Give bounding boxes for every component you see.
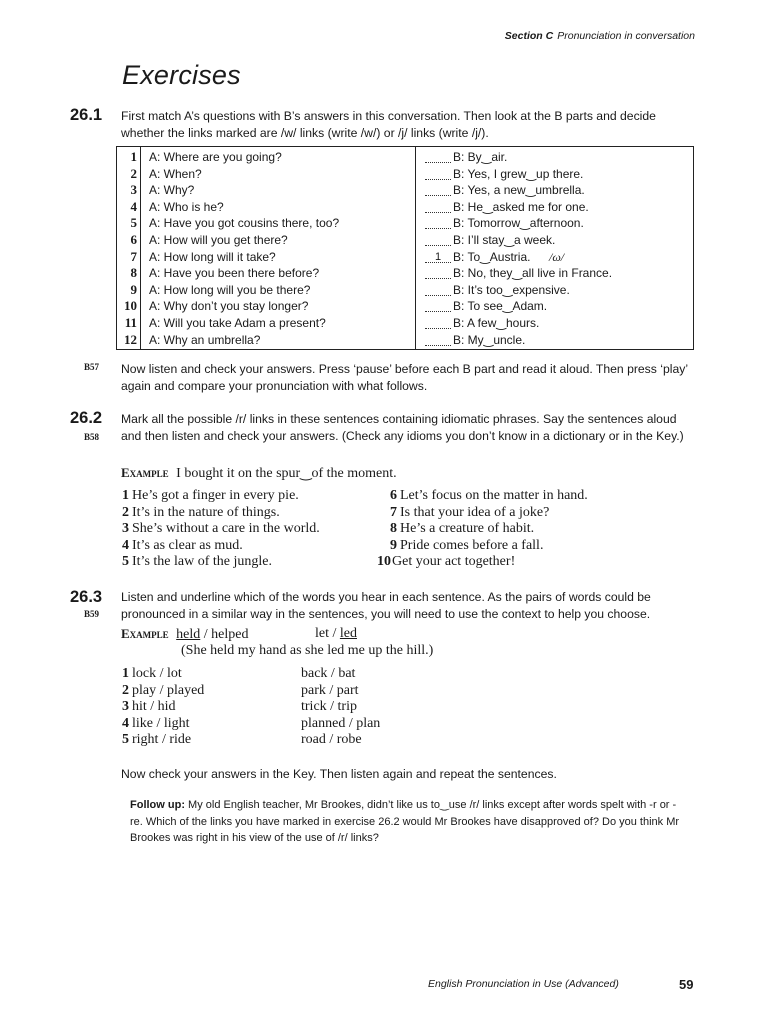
follow-up-label: Follow up: — [130, 799, 185, 811]
row-number: 11 — [124, 315, 137, 330]
follow-up-text: My old English teacher, Mr Brookes, didn’t like us to‿use /r/ links except after words spelt with -r or -re. Which of the links you have marked in exercise 26.2 would Mr Brookes have disapproved of? Do you think Mr Brookes was right in his view of the use of /r/ links? — [130, 799, 680, 844]
exercise-26-2-instructions: Mark all the possible /r/ links in these sentences containing idiomatic phrases. Say the sentences aloud and then listen and check your answers. (Check any idioms you don’t know in a dictionary or in the Key.) — [121, 412, 684, 443]
list-item — [117, 521, 320, 538]
page-title: Exercises — [122, 60, 241, 90]
item-text: It’s in the nature of things. — [132, 504, 280, 520]
table-row — [117, 266, 693, 283]
answer-b: B: No, they‿all live in France. — [453, 266, 613, 281]
list-item — [117, 554, 320, 571]
question-a: A: How long will you be there? — [149, 282, 311, 297]
example-word-helped: / helped — [200, 627, 249, 642]
example-sentence: (She held my hand as she led me up the hill.) — [181, 643, 434, 658]
exercise-26-1-listen: Now listen and check your answers. Press ‘pause’ before each B part and read it aloud. Then press ‘play’ again and compare your pronunciation with what follows. — [121, 362, 688, 393]
exercise-26-3-example-pair-2 — [315, 626, 357, 642]
item-text: It’s as clear as mud. — [132, 537, 243, 553]
row-number: 10 — [124, 298, 137, 314]
item-text: lock / lot — [132, 666, 182, 681]
running-header — [505, 30, 695, 42]
item-text: hit / hid — [132, 699, 176, 715]
answer-blank[interactable] — [425, 285, 451, 296]
example-word-held: held — [176, 627, 201, 642]
question-a: A: Why? — [149, 183, 195, 198]
list-item — [117, 683, 204, 700]
item-text: Let’s focus on the matter in hand. — [400, 488, 588, 503]
item-number: 9 — [390, 537, 397, 553]
item-text: back / bat — [301, 666, 356, 681]
answer-blank[interactable] — [425, 169, 451, 180]
answer-b: B: It’s too‿expensive. — [453, 282, 570, 297]
table-row — [117, 150, 693, 167]
exercise-26-1-instructions: First match A’s questions with B’s answers in this conversation. Then look at the B parts and decide whether the links marked are /w/ links (write /w/) or /j/ links (write /j/). — [121, 109, 656, 140]
list-item — [117, 538, 320, 555]
footer-book-title: English Pronunciation in Use (Advanced) — [428, 978, 619, 990]
item-text: park / part — [301, 682, 359, 698]
list-item — [117, 488, 320, 505]
answer-blank[interactable] — [425, 152, 451, 163]
table-row — [117, 200, 693, 217]
example-label-2: Example — [121, 626, 169, 641]
answer-b: B: A few‿hours. — [453, 316, 540, 330]
item-number: 4 — [122, 537, 129, 553]
example-word-led: led — [339, 626, 357, 641]
answer-blank[interactable] — [425, 218, 451, 229]
exercise-26-3-instructions: Listen and underline which of the words you hear in each sentence. As the pairs of words could be pronounced in a similar way in the sentences, you will need to use the context to help you choose. — [121, 590, 651, 621]
answer-b: B: My‿uncle. — [453, 332, 526, 347]
table-row — [117, 183, 693, 200]
question-a: A: How long will it take? — [149, 249, 276, 264]
answer-b: B: To‿Austria. — [453, 249, 531, 264]
item-number: 8 — [390, 521, 397, 537]
example-label: Example — [121, 465, 169, 480]
track-b58: B58 — [84, 432, 100, 442]
question-a: A: Why don’t you stay longer? — [149, 299, 309, 314]
item-number: 1 — [122, 666, 129, 681]
answer-blank[interactable] — [425, 318, 451, 329]
exercise-26-3-right-list — [301, 666, 380, 749]
row-number: 3 — [130, 182, 137, 198]
exercise-number-26-3: 26.3 — [70, 588, 103, 606]
answer-blank[interactable]: 1 — [425, 252, 451, 263]
question-a: A: Have you got cousins there, too? — [149, 216, 340, 231]
item-number: 2 — [122, 504, 129, 520]
item-text: trick / trip — [301, 699, 357, 715]
row-number: 4 — [130, 198, 137, 214]
question-a: A: Have you been there before? — [149, 266, 320, 281]
answer-blank[interactable] — [425, 301, 451, 312]
exercise-26-3-left-list — [117, 666, 204, 749]
answer-blank[interactable] — [425, 235, 451, 246]
list-item — [301, 683, 380, 700]
answer-blank[interactable] — [425, 202, 451, 213]
table-row — [117, 283, 693, 300]
item-number: 6 — [390, 488, 397, 503]
table-row — [117, 167, 693, 184]
page-number: 59 — [679, 977, 694, 992]
example-word-let: let / — [315, 626, 340, 641]
track-b57: B57 — [84, 362, 100, 372]
answer-b: B: By‿air. — [453, 150, 508, 164]
item-text: It’s the law of the jungle. — [132, 554, 272, 570]
answer-b: B: I’ll stay‿a week. — [453, 233, 556, 247]
table-row — [117, 316, 693, 333]
section-title: Pronunciation in conversation — [557, 30, 695, 42]
exercise-26-3-check: Now check your answers in the Key. Then listen again and repeat the sentences. — [121, 767, 557, 781]
exercise-number-26-1: 26.1 — [70, 106, 103, 124]
answer-b: B: Yes, a new‿umbrella. — [453, 183, 585, 198]
row-number: 2 — [130, 165, 137, 181]
table-row — [117, 333, 693, 350]
item-number: 7 — [390, 504, 397, 520]
list-item — [385, 505, 588, 522]
list-item — [385, 488, 588, 505]
list-item — [385, 521, 588, 538]
exercise-26-3-example — [121, 626, 249, 643]
row-number: 5 — [130, 215, 137, 231]
row-number: 9 — [130, 281, 137, 297]
item-number: 4 — [122, 715, 129, 731]
item-text: planned / plan — [301, 715, 381, 731]
row-number: 1 — [130, 149, 137, 164]
table-row — [117, 216, 693, 233]
item-number: 1 — [122, 488, 129, 503]
item-text: He’s got a finger in every pie. — [132, 488, 299, 503]
table-row — [117, 299, 693, 316]
question-a: A: Where are you going? — [149, 150, 282, 164]
section-label: Section C — [504, 30, 554, 42]
list-item — [117, 716, 204, 733]
exercise-number-26-2: 26.2 — [70, 409, 103, 427]
item-number: 10 — [377, 554, 391, 570]
answer-b: B: To see‿Adam. — [453, 299, 548, 314]
list-item — [117, 505, 320, 522]
table-row — [117, 250, 693, 267]
item-number: 2 — [122, 682, 129, 698]
exercise-26-2-right-list — [377, 488, 588, 571]
answer-b: B: He‿asked me for one. — [453, 199, 589, 214]
list-item — [117, 666, 204, 683]
item-text: He’s a creature of habit. — [400, 521, 535, 537]
question-a: A: Why an umbrella? — [149, 332, 261, 347]
row-number: 6 — [130, 232, 137, 247]
item-number: 5 — [122, 554, 129, 570]
row-number: 12 — [124, 331, 137, 347]
item-text: She’s without a care in the world. — [132, 521, 320, 537]
item-text: like / light — [132, 715, 190, 731]
item-number: 3 — [122, 699, 129, 715]
answer-blank[interactable] — [425, 335, 451, 346]
item-number: 5 — [122, 732, 129, 748]
follow-up — [130, 797, 685, 847]
list-item — [301, 699, 380, 716]
example-text: I bought it on the spur‿of the moment. — [176, 466, 397, 481]
list-item — [301, 732, 380, 749]
exercise-26-2-example — [121, 465, 397, 482]
question-a: A: How will you get there? — [149, 233, 288, 247]
answer-blank[interactable] — [425, 268, 451, 279]
answer-blank[interactable] — [425, 185, 451, 196]
table-row — [117, 233, 693, 250]
item-text: Is that your idea of a joke? — [400, 504, 550, 520]
exercise-26-2-left-list — [117, 488, 320, 571]
matching-table — [116, 146, 694, 350]
question-a: A: When? — [149, 166, 202, 181]
item-text: Pride comes before a fall. — [400, 537, 544, 553]
list-item — [301, 716, 380, 733]
row-number: 7 — [130, 248, 137, 264]
row-number: 8 — [130, 265, 137, 281]
item-text: right / ride — [132, 732, 192, 748]
question-a: A: Who is he? — [149, 199, 224, 214]
list-item — [377, 554, 588, 571]
answer-b: B: Yes, I grew‿up there. — [453, 166, 584, 181]
question-a: A: Will you take Adam a present? — [149, 316, 326, 330]
item-text: road / robe — [301, 732, 362, 748]
list-item — [117, 732, 204, 749]
list-item — [117, 699, 204, 716]
item-text: play / played — [132, 682, 205, 698]
item-number: 3 — [122, 521, 129, 537]
answer-b: B: Tomorrow‿afternoon. — [453, 216, 584, 231]
list-item — [385, 538, 588, 555]
link-symbol: /ω/ — [549, 249, 565, 264]
item-text: Get your act together! — [392, 554, 516, 570]
track-b59: B59 — [84, 609, 100, 619]
list-item — [301, 666, 380, 683]
